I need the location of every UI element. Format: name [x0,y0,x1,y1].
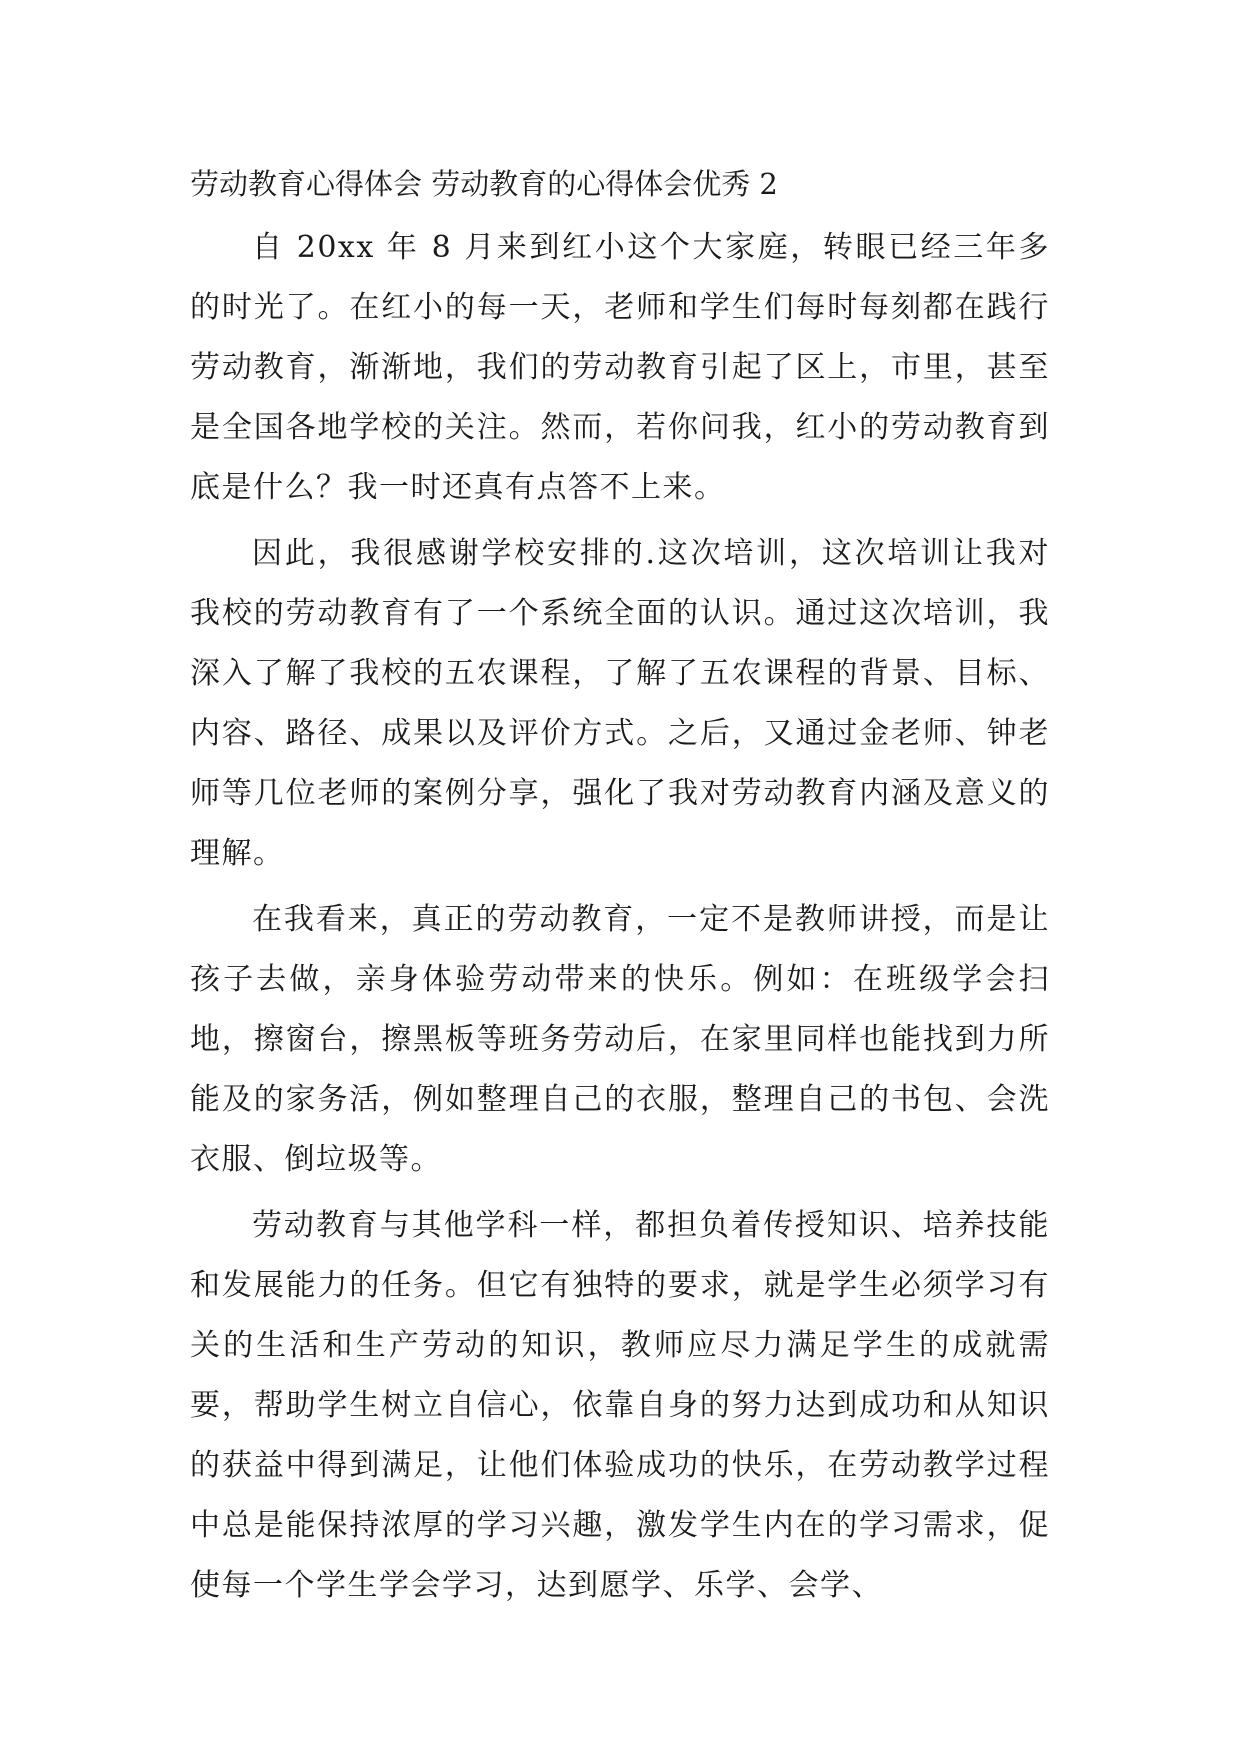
paragraph-4: 劳动教育与其他学科一样，都担负着传授知识、培养技能和发展能力的任务。但它有独特的要求，就是学生必须学习有关的生活和生产劳动的知识，教师应尽力满足学生的成就需要，帮助学生树立自信心，依靠自身的努力达到成功和从知识的获益中得到满足，让他们体验成功的快乐，在劳动教学过程中总是能保持浓厚的学习兴趣，激发学生内在的学习需求，促使每一个学生学会学习，达到愿学、乐学、会学、 [190,1208,1050,1603]
document-title: 劳动教育心得体会 劳动教育的心得体会优秀 2 [190,167,778,201]
document-body [190,160,1050,1622]
paragraph-3: 在我看来，真正的劳动教育，一定不是教师讲授，而是让孩子去做，亲身体验劳动带来的快乐。例如：在班级学会扫地，擦窗台，擦黑板等班务劳动后，在家里同样也能找到力所能及的家务活，例如整理自己的衣服，整理自己的书包、会洗衣服、倒垃圾等。 [190,902,1050,1177]
paragraph-2: 因此，我很感谢学校安排的.这次培训，这次培训让我对我校的劳动教育有了一个系统全面的认识。通过这次培训，我深入了解了我校的五农课程，了解了五农课程的背景、目标、内容、路径、成果以及评价方式。之后，又通过金老师、钟老师等几位老师的案例分享，强化了我对劳动教育内涵及意义的理解。 [190,536,1050,871]
paragraph-1: 自 20xx 年 8 月来到红小这个大家庭，转眼已经三年多的时光了。在红小的每一天，老师和学生们每时每刻都在践行劳动教育，渐渐地，我们的劳动教育引起了区上，市里，甚至是全国各地学校的关注。然而，若你问我，红小的劳动教育到底是什么？我一时还真有点答不上来。 [190,230,1050,505]
